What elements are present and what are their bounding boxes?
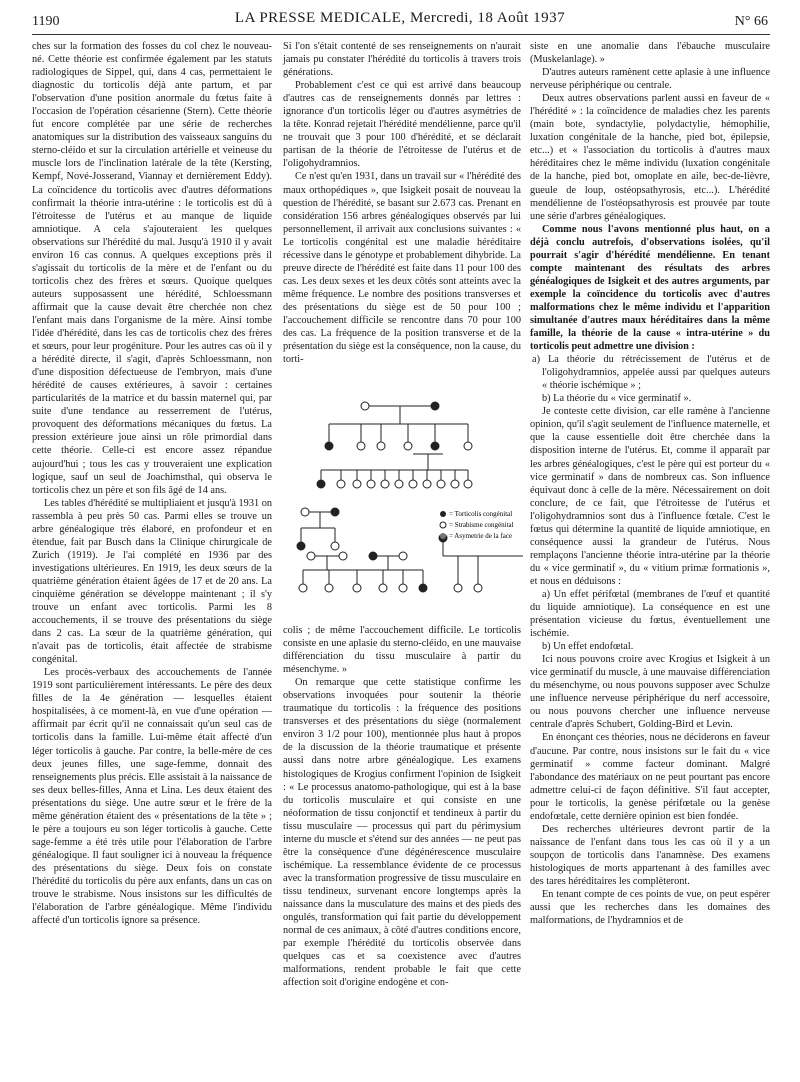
issue-date: Mercredi, 18 Août 1937 xyxy=(409,10,566,26)
legend-strabisme: = Strabisme congénital xyxy=(449,521,514,529)
list-item: a) Un effet périfœtal (membranes de l'œuf et quantité du liquide amniotique). La conséquence en est une présentation vicieuse du fœtus, éventuellement une ischémie. xyxy=(530,588,770,640)
paragraph: En énonçant ces théories, nous ne déciderons en faveur d'aucune. Par contre, nous insistons sur le fait du « vice germinatif » comme facteur dominant. Malgré l'abondance des matériaux on ne peut pourtant pas encore admettre celui-ci de façon définitive. S'il faut accepter, pour le torticolis, la genèse périfœtale ou la genèse endofœtale, cette dernière opinion est bien fondée. xyxy=(530,732,770,822)
paragraph: Probablement c'est ce qui est arrivé dans beaucoup d'autres cas de renseignements donnés par lettres : ignorance d'un torticolis léger ou d'autres asymétries de la tête. Konrad rejetait l'hérédité mendélienne, parce qu'il ne trouvait que 3 pour 100 d'hérédité, et se déclarait partisan de la théorie de l'étroitesse de l'utérus et de l'oligohydramnios. xyxy=(283,80,521,170)
issue-number: N° 66 xyxy=(734,14,768,29)
pedigree-diagram xyxy=(283,384,545,628)
column-3 xyxy=(530,40,770,927)
legend-asymetrie: = Asymetrie de la face xyxy=(449,532,513,540)
paragraph: Des recherches ultérieures devront partir de la naissance de l'enfant dans tous les cas où il y a un soupçon de torticolis dans l'anamnèse. Des examens histologiques de morts appartenant à des familles avec des tares héréditaires les complèteront. xyxy=(530,823,770,887)
paragraph: Je conteste cette division, car elle ramène à l'ancienne opinion, qu'il s'agit seulement de l'influence maternelle, et que la cause essentielle doit être cherchée dans la disposition interne de l'utérus. Et, comme il apparaît par les arbres généalogiques, c'est le père qui est porteur du « vice germinatif » dans de nombreux cas. Son influence équivaut donc à celle de la mère. Nécessairement on doit conclure, de ce fait, que l'étroitesse de l'utérus et l'oligohydramnios sont dus à l'influence fœtale. C'est le fœtus qui détermine la quantité de liquide amniotique, en conséquence aussi la grandeur de l'utérus. Nous remplaçons l'ancienne théorie intra-utérine par la théorie du « vice germinatif », du « vitium primæ formationis », et nous en déduisons : xyxy=(530,406,770,587)
list-item: b) La théorie du « vice germinatif ». xyxy=(542,393,692,405)
column-2-lower xyxy=(283,624,521,989)
paragraph: On remarque que cette statistique confirme les observations invoquées pour soutenir la théorie traumatique du torticolis : la fréquence des positions transverses et des présentations du siège (normalement environ 3 1/2 pour 100), mentionnée plus haut à propos de la discussion de la théorie traumatique et présente aussi dans notre arbre généalogique. Les examens histologiques de Krogius confirment l'opinion de Isigkeit : « Le processus anatomo-pathologique, qui est à la base du torticolis musculaire et qui consiste en une néoformation de tissu conjonctif et tendineux à partir du tissu musculaire — processus qui part du périmysium interne du muscle et s'étend sur des années — ne peut pas être la conséquence d'une dégénérescence musculaire ischémique. La ressemblance évidente de ce processus avec la transformation progressive de tissu musculaire en tissu tendineux, survenant encore longtemps après la naissance dans la musculature des mains et des pieds des ongulés, transformation qui fait partie du développement normal de ces animaux, à côté d'autres conditions encore, par exemple l'hérédité du torticolis observée dans quelques cas et sa coexistence avec d'autres malformations, rendent probable le fait que cette affection soit d'origine endogène et con- xyxy=(283,677,521,989)
paragraph: Ce n'est qu'en 1931, dans un travail sur « l'hérédité des maux orthopédiques », que Isigkeit posait de nouveau la question de l'hérédité, se basant sur 2.673 cas. Prenant en considération 156 arbres généalogiques observés par lui personnellement, il arrivait aux conclusions suivantes : « Le torticolis congénital est une maladie héréditaire récessive dans le génotype et probablement dihybride. La preuve directe de l'hérédité est faite dans 11 pour 100 des cas. Les deux sexes et les deux côtés sont atteints avec la même fréquence. Le nombre des positions transverses et des présentations du siège est de 50 pour 100 ; l'accouchement difficile se rencontre dans 70 pour 100 des cas. La fréquence de la position transverse et de la présentation du siège est la conséquence, non la cause, du torti- xyxy=(283,171,521,366)
list-item: a) La théorie du rétrécissement de l'utérus et de l'oligohydramnios, appelée aussi par quelques auteurs « théorie ischémique » ; xyxy=(532,354,770,392)
paragraph: Ici nous pouvons croire avec Krogius et Isigkeit à un vice germinatif du muscle, à une mauvaise différenciation du mésenchyme, ou nous pouvons supposer avec Schulze une influence nerveuse périphérique du nerf accessoire, ou nous pouvons chercher une influence nerveuse centrale d'après Schubert, Golding-Bird et Levin. xyxy=(530,654,770,731)
header-rule xyxy=(32,34,770,35)
paragraph: ches sur la formation des fosses du col chez le nouveau-né. Cette théorie est confirmée également par les statuts radiologiques de Sippel, qui, dans 4 cas, permettaient le diagnostic du torticolis déjà ante partum, et par l'observation d'une position anormale du fœtus faite à l'occasion de l'opération césarienne (Stern). Cette théorie fut encore complétée par une série de recherches anatomiques sur la distribution des vaisseaux sanguins du sterno-cléido et sur la circulation artérielle et veineuse du muscle lors de l'inclination latérale de la tête (Kersting, Kempf, Nové-Josserand, Viannay et dernièrement Eddy). La coïncidence du torticolis avec d'autres déformations confirmait la théorie intra-utérine : le torticolis est dû à l'étroitesse de l'utérus et au manque de liquide amniotique. A cela s'ajouteraient les quelques observations sur l'hérédité du mal. Jusqu'à 1910 il y avait environ 16 cas connus. A quelques exceptions près il s'agissait du torticolis de la mère et de l'enfant ou du torticolis chez des frères et sœurs. Quoique quelques auteurs supposassent une hérédité, Schloessmann affirmait que la cause devait être cherchée non chez l'enfant mais dans l'organisme de la mère. Ainsi tombe l'idée d'hérédité, dans les cas de torticolis chez des frères et sœurs, pour leur progéniture. Pour les autres cas où il y a hérédité directe, il s'agit, d'après Schloessmann, non d'une disposition défectueuse de l'embryon, mais d'une hérédité de causes extérieures, à savoir : certaines particularités de la matrice et du bassin maternel qui, par suite d'une tendance au resserrement de l'utérus, provoquent des déformations mécaniques du fœtus. La pression extérieure joue ainsi un rôle primordial dans cette théorie. Celle-ci est encore assez répandue aujourd'hui ; tous les cas y trouveraient une explication logique, sauf un seul de Joachimsthal, qui observa le torticolis chez un père et son fils âgé de 14 ans. xyxy=(32,41,272,496)
page-number: 1190 xyxy=(32,14,60,29)
paragraph: Comme nous l'avons mentionné plus haut, on a déjà conclu autrefois, d'observations isolées, qu'il pourrait s'agir d'hérédité mendélienne. En tenant compte maintenant des résultats des arbres généalogiques de Isigkeit et des autres arguments, par exemple la coïncidence du torticolis avec d'autres malformations chez le même individu et l'apparition simultanée d'autres maux héréditaires dans la même famille, la théorie de la cause « intra-utérine » du torticolis peut admettre une division : xyxy=(530,223,770,353)
paragraph: siste en une anomalie dans l'ébauche musculaire (Muskelanlage). » xyxy=(530,41,770,66)
legend-torticolis: = Torticolis congénital xyxy=(449,510,513,518)
paragraph: D'autres auteurs ramènent cette aplasie à une influence nerveuse périphérique ou centrale. xyxy=(530,67,770,92)
paragraph: Les tables d'hérédité se multipliaient et jusqu'à 1931 on rassembla à peu près 50 cas. Parmi elles se trouve un arbre généalogique très élaboré, en profondeur et en étendue, fait par Busch dans la Clinique chirurgicale de Zurich (1919). Je l'ai complété en 1936 par des investigations ultérieures. En 1919, les deux sœurs de la quatrième génération étaient âgées de 17 et de 20 ans. La cinquième génération se développe maintenant ; il s'y trouve un enfant avec torticolis. Parmi les 8 accouchements, il se trouve des présentations du siège dans 2 cas. La sœur de la quatrième génération, qui n'avait pas de torticolis, était affectée de strabisme congénital. xyxy=(32,497,272,666)
journal-name: LA PRESSE MEDICALE, xyxy=(234,10,406,26)
list-item: b) Un effet endofœtal. xyxy=(542,641,634,653)
paragraph: Si l'on s'était contenté de ses renseignements on n'aurait jamais pu constater l'hérédité du torticolis à travers trois générations. xyxy=(283,41,521,79)
column-1 xyxy=(32,40,272,927)
paragraph: colis ; de même l'accouchement difficile. Le torticolis consiste en une aplasie du sterno-cléido, en une mauvaise différenciation du tissu musculaire à partir du mésenchyme. » xyxy=(283,625,521,676)
paragraph: Les procès-verbaux des accouchements de l'année 1919 sont particulièrement intéressants. Le père des deux filles de la 4e génération — lesquelles étaient hospitalisées, à ce moment-là, en vue d'une opération — affirmait par écrit qu'il ne connaissait qu'un seul cas de torticolis dans la famille. Lui-même était affecté d'un léger torticolis à gauche. Par contre, la belle-mère de ces deux jeunes filles, une sage-femme, donnait des renseignements plus précis. Elle assistait à la naissance de ses deux belles-filles, Anna et Lina. Les deux étaient des présentations du siège. Une autre sœur et le frère de la même génération étaient des « présentations de la tête » ; le père a toujours eu son léger torticolis à gauche. Cette sage-femme a été très utile pour l'élaboration de l'arbre généalogique. Il faut souligner ici à nouveau la fréquence des présentations du siège. Deux fois on constate l'hérédité du torticolis du père aux enfants, dans un cas on trouve le strabisme. Nous insistons sur les difficultés de l'élaboration de l'arbre généalogique. Même l'individu affecté d'un torticolis ignore sa présence. xyxy=(32,667,272,927)
journal-title xyxy=(32,10,768,27)
paragraph: En tenant compte de ces points de vue, on peut espérer aussi que les recherches dans les domaines des malformations, de l'hydramnios et de xyxy=(530,889,770,927)
page-header xyxy=(32,6,768,34)
paragraph: Deux autres observations parlent aussi en faveur de « l'hérédité » : la coïncidence de maladies chez les parents (main bote, syndactylie, polydactylie, hémophilie, luxation congénitale de la hanche, pied bot, épilepsie, etc...) et « l'association du torticolis à d'autres maux héréditaires chez le même individu (luxation congénitale de la hanche, pied bot, omoplate en aile, bec-de-lièvre, gueule de loup, ostéopsathyrosis, etc...). L'hérédité mendélienne de l'ostéopsathyrosis est prouvée par toute une série d'arbres généalogiques. xyxy=(530,93,770,222)
